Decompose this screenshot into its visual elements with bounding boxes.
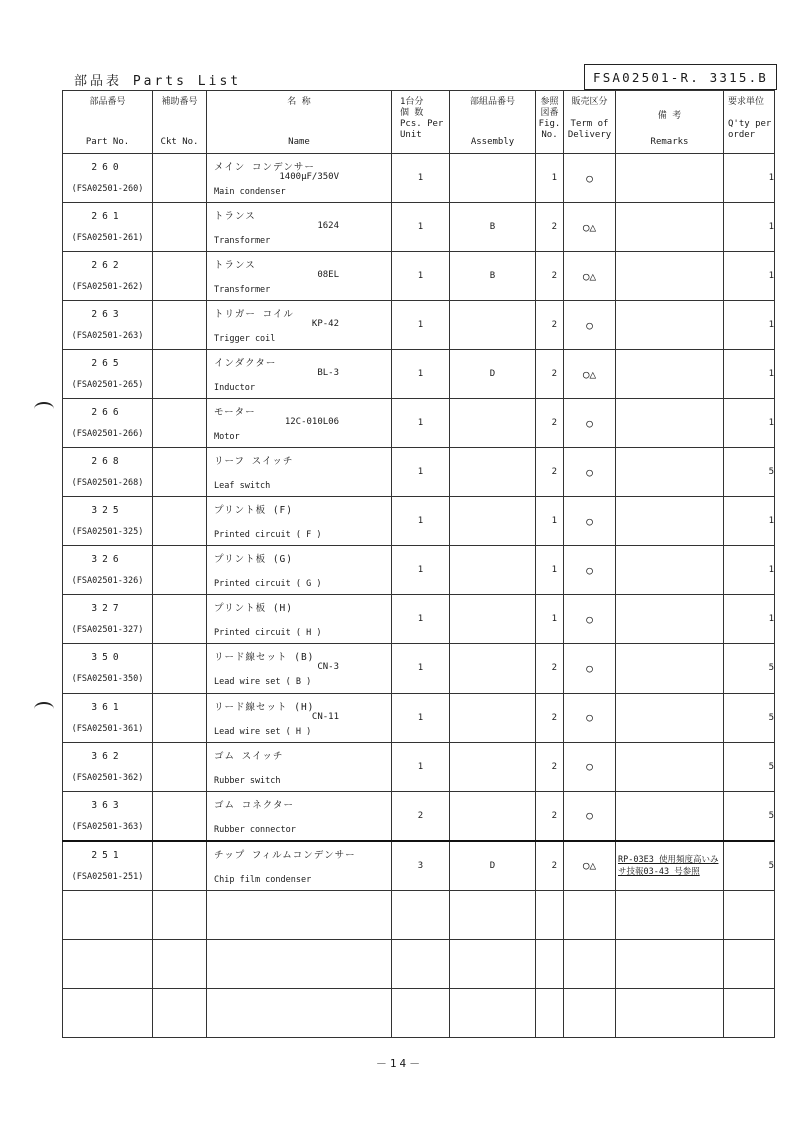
name-cell — [207, 546, 392, 595]
col-name: 名 称 Name — [207, 91, 392, 154]
assembly-code: D — [450, 841, 536, 891]
name-cell — [207, 154, 392, 203]
col-term-of-delivery: 販売区分 Term of Delivery — [564, 91, 616, 154]
part-number-cell — [63, 154, 153, 203]
fig-number: 2 — [536, 350, 564, 399]
delivery-term: ○ — [564, 791, 616, 841]
remarks-cell — [616, 203, 724, 252]
part-code: (FSA02501-261) — [71, 233, 144, 244]
pcs-per-unit: 1 — [392, 154, 450, 203]
binding-mark-icon — [34, 702, 54, 716]
part-number: 361 — [91, 701, 124, 713]
empty-cell — [63, 939, 153, 988]
delivery-term: ○ — [564, 399, 616, 448]
empty-cell — [450, 939, 536, 988]
name-japanese: プリント板 (F) — [214, 505, 293, 517]
col-fig-no: 参照 図番 Fig. No. — [536, 91, 564, 154]
part-number-cell — [63, 546, 153, 595]
remarks-cell — [616, 448, 724, 497]
part-number-cell — [63, 644, 153, 693]
document-number: FSA02501-R. 3315.B — [584, 64, 777, 90]
remarks-cell — [616, 399, 724, 448]
name-cell — [207, 693, 392, 742]
header-row — [63, 91, 775, 154]
name-japanese: プリント板 (H) — [214, 603, 293, 615]
ckt-no-cell — [153, 791, 207, 841]
name-japanese: リーフ スイッチ — [214, 456, 294, 468]
table-row — [63, 546, 775, 595]
part-number-cell — [63, 791, 153, 841]
name-cell — [207, 595, 392, 644]
part-number: 350 — [91, 652, 124, 664]
part-number: 327 — [91, 603, 124, 615]
empty-cell — [392, 890, 450, 939]
empty-cell — [153, 988, 207, 1037]
name-english: Leaf switch — [214, 481, 271, 492]
assembly-code — [450, 742, 536, 791]
name-japanese: チップ フィルムコンデンサー — [214, 849, 356, 861]
qty-per-order: 5 — [724, 644, 775, 693]
table-row — [63, 791, 775, 841]
name-english: Transformer — [214, 285, 271, 296]
name-english: Chip film condenser — [214, 874, 312, 885]
model-number: 12C-010L06 — [284, 417, 339, 428]
pcs-per-unit: 1 — [392, 252, 450, 301]
empty-cell — [724, 939, 775, 988]
pcs-per-unit: 1 — [392, 448, 450, 497]
empty-cell — [207, 988, 392, 1037]
assembly-code: B — [450, 252, 536, 301]
model-number: BL-3 — [317, 368, 339, 379]
fig-number: 2 — [536, 791, 564, 841]
fig-number: 2 — [536, 841, 564, 891]
part-code: (FSA02501-325) — [71, 527, 144, 538]
delivery-term: ○ — [564, 154, 616, 203]
table-row — [63, 693, 775, 742]
part-number: 261 — [91, 211, 124, 223]
part-code: (FSA02501-327) — [71, 625, 144, 636]
name-english: Printed circuit ( G ) — [214, 579, 322, 590]
model-number: 1624 — [317, 221, 339, 232]
assembly-code — [450, 154, 536, 203]
empty-cell — [63, 988, 153, 1037]
fig-number: 2 — [536, 252, 564, 301]
part-code: (FSA02501-251) — [71, 871, 144, 882]
ckt-no-cell — [153, 399, 207, 448]
name-cell — [207, 252, 392, 301]
name-english: Rubber connector — [214, 824, 296, 835]
pcs-per-unit: 1 — [392, 399, 450, 448]
part-number-cell — [63, 841, 153, 891]
empty-cell — [724, 988, 775, 1037]
name-japanese: トリガー コイル — [214, 309, 294, 321]
name-japanese: トランス — [214, 211, 256, 223]
part-code: (FSA02501-362) — [71, 772, 144, 783]
part-number-cell — [63, 301, 153, 350]
qty-per-order: 1 — [724, 546, 775, 595]
table-row — [63, 841, 775, 891]
table-row — [63, 595, 775, 644]
col-assembly: 部組品番号 Assembly — [450, 91, 536, 154]
empty-cell — [450, 988, 536, 1037]
name-english: Rubber switch — [214, 775, 281, 786]
remarks-cell — [616, 154, 724, 203]
ckt-no-cell — [153, 301, 207, 350]
fig-number: 2 — [536, 742, 564, 791]
ckt-no-cell — [153, 841, 207, 891]
remarks-cell — [616, 350, 724, 399]
table-row — [63, 154, 775, 203]
part-code: (FSA02501-266) — [71, 429, 144, 440]
part-code: (FSA02501-263) — [71, 331, 144, 342]
fig-number: 1 — [536, 497, 564, 546]
delivery-term: ○△ — [564, 350, 616, 399]
model-number: CN-3 — [317, 662, 339, 673]
empty-cell — [450, 890, 536, 939]
pcs-per-unit: 1 — [392, 595, 450, 644]
ckt-no-cell — [153, 203, 207, 252]
part-number: 363 — [91, 799, 124, 811]
assembly-code — [450, 448, 536, 497]
empty-cell — [616, 890, 724, 939]
qty-per-order: 1 — [724, 497, 775, 546]
part-number-cell — [63, 448, 153, 497]
name-english: Transformer — [214, 236, 271, 247]
part-code: (FSA02501-363) — [71, 821, 144, 832]
model-number: 08EL — [317, 270, 339, 281]
assembly-code — [450, 399, 536, 448]
table-row — [63, 448, 775, 497]
empty-row — [63, 890, 775, 939]
pcs-per-unit: 1 — [392, 301, 450, 350]
fig-number: 2 — [536, 399, 564, 448]
pcs-per-unit: 2 — [392, 791, 450, 841]
part-number: 362 — [91, 750, 124, 762]
table-row — [63, 399, 775, 448]
assembly-code — [450, 595, 536, 644]
fig-number: 1 — [536, 154, 564, 203]
remarks-cell — [616, 644, 724, 693]
part-number: 265 — [91, 358, 124, 370]
qty-per-order: 1 — [724, 252, 775, 301]
empty-cell — [536, 988, 564, 1037]
empty-cell — [153, 890, 207, 939]
delivery-term: ○ — [564, 742, 616, 791]
part-number-cell — [63, 693, 153, 742]
fig-number: 2 — [536, 693, 564, 742]
col-remarks: 備 考 Remarks — [616, 91, 724, 154]
part-number: 326 — [91, 554, 124, 566]
part-number: 325 — [91, 505, 124, 517]
delivery-term: ○ — [564, 497, 616, 546]
part-code: (FSA02501-260) — [71, 184, 144, 195]
name-japanese: モーター — [214, 407, 256, 419]
table-row — [63, 350, 775, 399]
name-cell — [207, 350, 392, 399]
fig-number: 2 — [536, 448, 564, 497]
delivery-term: ○ — [564, 546, 616, 595]
fig-number: 1 — [536, 595, 564, 644]
part-code: (FSA02501-326) — [71, 576, 144, 587]
qty-per-order: 5 — [724, 742, 775, 791]
ckt-no-cell — [153, 154, 207, 203]
remarks-cell — [616, 791, 724, 841]
ckt-no-cell — [153, 448, 207, 497]
name-english: Lead wire set ( H ) — [214, 726, 312, 737]
pcs-per-unit: 1 — [392, 497, 450, 546]
name-japanese: リード線セット (H) — [214, 701, 315, 713]
ckt-no-cell — [153, 546, 207, 595]
assembly-code — [450, 644, 536, 693]
part-number-cell — [63, 497, 153, 546]
remarks-cell — [616, 546, 724, 595]
empty-cell — [207, 939, 392, 988]
page-title: 部品表 Parts List — [74, 74, 242, 89]
name-english: Lead wire set ( B ) — [214, 677, 312, 688]
name-japanese: プリント板 (G) — [214, 554, 293, 566]
name-english: Printed circuit ( F ) — [214, 530, 322, 541]
ckt-no-cell — [153, 693, 207, 742]
empty-cell — [63, 890, 153, 939]
remarks-cell — [616, 841, 724, 891]
table-row — [63, 252, 775, 301]
qty-per-order: 5 — [724, 791, 775, 841]
remarks-cell — [616, 742, 724, 791]
col-pcs-per-unit: 1台分 個 数 Pcs. Per Unit — [392, 91, 450, 154]
name-cell — [207, 841, 392, 891]
name-japanese: インダクター — [214, 358, 277, 370]
part-number: 268 — [91, 456, 124, 468]
name-japanese: メイン コンデンサー — [214, 162, 315, 174]
qty-per-order: 5 — [724, 693, 775, 742]
part-code: (FSA02501-262) — [71, 282, 144, 293]
name-japanese: ゴム コネクター — [214, 799, 295, 811]
name-cell — [207, 497, 392, 546]
fig-number: 2 — [536, 644, 564, 693]
pcs-per-unit: 3 — [392, 841, 450, 891]
ckt-no-cell — [153, 350, 207, 399]
part-number: 260 — [91, 162, 124, 174]
name-english: Motor — [214, 432, 240, 443]
part-number-cell — [63, 595, 153, 644]
part-number: 263 — [91, 309, 124, 321]
name-cell — [207, 448, 392, 497]
model-number: KP-42 — [311, 319, 339, 330]
remarks-cell — [616, 301, 724, 350]
name-english: Main condenser — [214, 187, 286, 198]
empty-row — [63, 988, 775, 1037]
empty-cell — [616, 988, 724, 1037]
part-number-cell — [63, 399, 153, 448]
empty-cell — [564, 890, 616, 939]
part-number: 262 — [91, 260, 124, 272]
col-qty-per-order: 要求単位 Q'ty per order — [724, 91, 775, 154]
empty-cell — [392, 988, 450, 1037]
empty-cell — [153, 939, 207, 988]
assembly-code: D — [450, 350, 536, 399]
part-number-cell — [63, 742, 153, 791]
assembly-code — [450, 497, 536, 546]
ckt-no-cell — [153, 497, 207, 546]
name-japanese: ゴム スイッチ — [214, 750, 284, 762]
assembly-code — [450, 546, 536, 595]
part-number-cell — [63, 203, 153, 252]
qty-per-order: 1 — [724, 154, 775, 203]
parts-table — [62, 90, 775, 1038]
assembly-code: B — [450, 203, 536, 252]
table-row — [63, 301, 775, 350]
name-english: Inductor — [214, 383, 255, 394]
empty-cell — [536, 890, 564, 939]
delivery-term: ○ — [564, 693, 616, 742]
table-row — [63, 497, 775, 546]
pcs-per-unit: 1 — [392, 546, 450, 595]
remarks-cell — [616, 497, 724, 546]
table-row — [63, 644, 775, 693]
assembly-code — [450, 791, 536, 841]
name-english: Printed circuit ( H ) — [214, 628, 322, 639]
empty-cell — [564, 939, 616, 988]
empty-cell — [564, 988, 616, 1037]
empty-cell — [724, 890, 775, 939]
name-english: Trigger coil — [214, 334, 276, 345]
model-number: CN-11 — [311, 711, 339, 722]
empty-cell — [207, 890, 392, 939]
delivery-term: ○ — [564, 595, 616, 644]
part-code: (FSA02501-361) — [71, 723, 144, 734]
remarks-cell — [616, 252, 724, 301]
col-ckt-no: 補助番号 Ckt No. — [153, 91, 207, 154]
binding-mark-icon — [34, 402, 54, 416]
qty-per-order: 5 — [724, 841, 775, 891]
name-japanese: トランス — [214, 260, 256, 272]
delivery-term: ○ — [564, 448, 616, 497]
qty-per-order: 1 — [724, 595, 775, 644]
name-cell — [207, 399, 392, 448]
name-cell — [207, 791, 392, 841]
part-number-cell — [63, 252, 153, 301]
part-code: (FSA02501-265) — [71, 380, 144, 391]
empty-row — [63, 939, 775, 988]
part-number-cell — [63, 350, 153, 399]
delivery-term: ○△ — [564, 252, 616, 301]
empty-cell — [616, 939, 724, 988]
part-code: (FSA02501-268) — [71, 478, 144, 489]
qty-per-order: 1 — [724, 399, 775, 448]
remarks-text: RP-03E3 使用頻度高いみ サ技報03-43 号参照 — [618, 854, 719, 877]
delivery-term: ○ — [564, 644, 616, 693]
ckt-no-cell — [153, 252, 207, 301]
table-row — [63, 203, 775, 252]
model-number: 1400μF/350V — [279, 172, 339, 183]
delivery-term: ○△ — [564, 841, 616, 891]
fig-number: 1 — [536, 546, 564, 595]
remarks-cell — [616, 693, 724, 742]
pcs-per-unit: 1 — [392, 203, 450, 252]
pcs-per-unit: 1 — [392, 644, 450, 693]
qty-per-order: 5 — [724, 448, 775, 497]
pcs-per-unit: 1 — [392, 350, 450, 399]
part-number: 266 — [91, 407, 124, 419]
empty-cell — [392, 939, 450, 988]
pcs-per-unit: 1 — [392, 742, 450, 791]
table-row — [63, 742, 775, 791]
name-cell — [207, 301, 392, 350]
fig-number: 2 — [536, 203, 564, 252]
part-code: (FSA02501-350) — [71, 674, 144, 685]
delivery-term: ○ — [564, 301, 616, 350]
name-cell — [207, 644, 392, 693]
name-cell — [207, 742, 392, 791]
name-japanese: リード線セット (B) — [214, 652, 315, 664]
page-number: －14－ — [375, 1057, 424, 1070]
ckt-no-cell — [153, 742, 207, 791]
assembly-code — [450, 301, 536, 350]
pcs-per-unit: 1 — [392, 693, 450, 742]
qty-per-order: 1 — [724, 350, 775, 399]
assembly-code — [450, 693, 536, 742]
fig-number: 2 — [536, 301, 564, 350]
col-part-no: 部品番号 Part No. — [63, 91, 153, 154]
ckt-no-cell — [153, 644, 207, 693]
delivery-term: ○△ — [564, 203, 616, 252]
empty-cell — [536, 939, 564, 988]
qty-per-order: 1 — [724, 301, 775, 350]
ckt-no-cell — [153, 595, 207, 644]
name-cell — [207, 203, 392, 252]
qty-per-order: 1 — [724, 203, 775, 252]
part-number: 251 — [91, 849, 124, 861]
remarks-cell — [616, 595, 724, 644]
